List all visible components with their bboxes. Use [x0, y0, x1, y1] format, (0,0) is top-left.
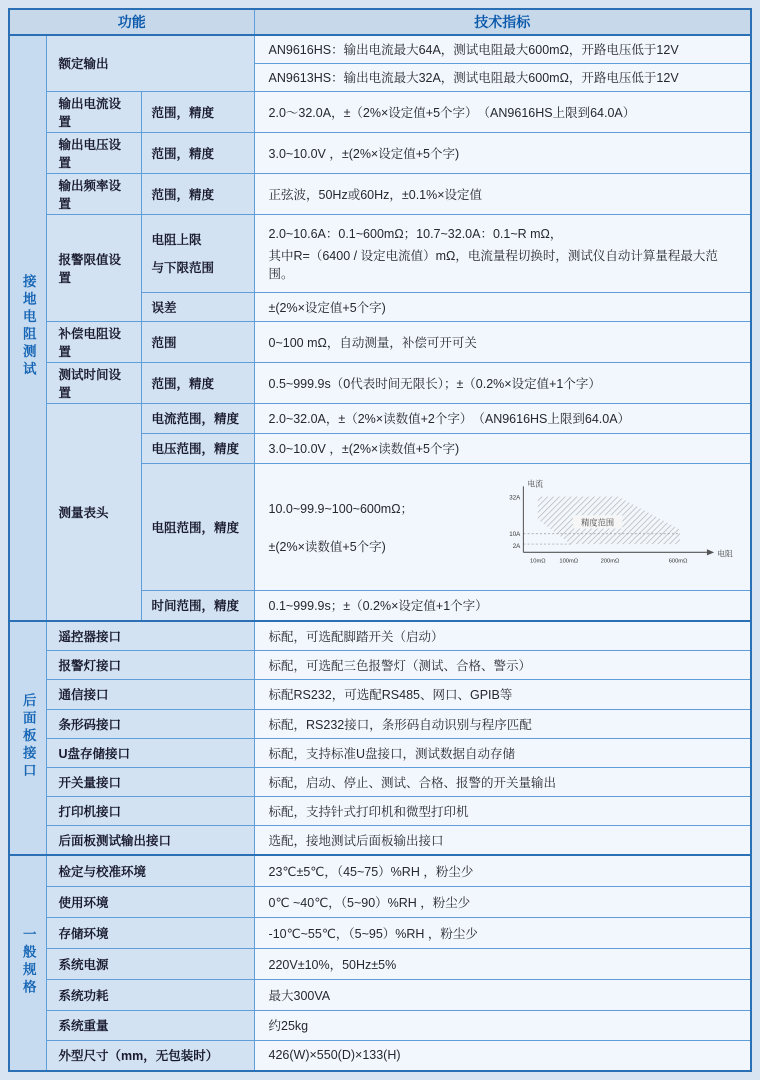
spec-system-power: 220V±10%，50Hz±5% [254, 948, 751, 979]
row-sublabel: 范围 [141, 321, 254, 362]
row-label-storage-env: 存储环境 [46, 917, 254, 948]
table-row [9, 979, 751, 1010]
row-sublabel-meter-time: 时间范围，精度 [141, 590, 254, 621]
spec-table [8, 8, 752, 1072]
table-row [9, 214, 751, 292]
spec-dimensions: 426(W)×550(D)×133(H) [254, 1040, 751, 1071]
table-row [9, 321, 751, 362]
header-row [9, 9, 751, 35]
row-sublabel: 范围，精度 [141, 132, 254, 173]
table-row [9, 709, 751, 738]
row-sublabel: 范围，精度 [141, 91, 254, 132]
y-axis-label: 电流 [527, 478, 543, 488]
row-sublabel: 范围，精度 [141, 173, 254, 214]
row-label-comp-set: 补偿电阻设置 [46, 321, 141, 362]
row-label-current-set: 输出电流设置 [46, 91, 141, 132]
spec-rear-test-output: 选配，接地测试后面板输出接口 [254, 825, 751, 855]
x-axis-label: 电阻 [717, 548, 733, 558]
row-label-alarm-light: 报警灯接口 [46, 650, 254, 679]
row-label-voltage-set: 输出电压设置 [46, 132, 141, 173]
row-label-comm: 通信接口 [46, 679, 254, 709]
table-row [9, 738, 751, 767]
row-label-freq-set: 输出频率设置 [46, 173, 141, 214]
region-label: 精度范围 [581, 518, 615, 527]
row-sublabel-meter-current: 电流范围，精度 [141, 403, 254, 433]
table-row [9, 650, 751, 679]
spec-voltage-set: 3.0~10.0V ，±(2%×设定值+5个字) [254, 132, 751, 173]
y-tick-32a: 32A [509, 494, 521, 502]
table-row [9, 917, 751, 948]
y-tick-2a: 2A [512, 542, 521, 550]
row-sublabel-alarm-error: 误差 [141, 292, 254, 321]
alarm-sub-line2: 与下限范围 [151, 260, 215, 275]
accuracy-range-chart [486, 476, 734, 578]
x-axis-arrow-icon [707, 549, 714, 555]
table-row [9, 825, 751, 855]
spec-rated-an9616: AN9616HS：输出电流最大64A，测试电阻最大600mΩ，开路电压低于12V [254, 35, 751, 63]
section-rear-panel [9, 621, 751, 855]
spec-storage-env: -10℃~55℃，（5~95）%RH ，粉尘少 [254, 917, 751, 948]
spec-power-consumption: 最大300VA [254, 979, 751, 1010]
spec-meter-current: 2.0~32.0A，±（2%×读数值+2个字） （AN9616HS上限到64.0A） [254, 403, 751, 433]
spec-operating-env: 0℃ ~40℃，（5~90）%RH ，粉尘少 [254, 886, 751, 917]
row-label-system-power: 系统电源 [46, 948, 254, 979]
row-label-remote: 遥控器接口 [46, 621, 254, 650]
row-sublabel-alarm-range [141, 214, 254, 292]
spec-barcode: 标配，RS232接口，条形码自动识别与程序匹配 [254, 709, 751, 738]
row-sublabel-meter-resistance: 电阻范围，精度 [141, 463, 254, 590]
spec-meter-time: 0.1~999.9s；±（0.2%×设定值+1个字） [254, 590, 751, 621]
section-general-spec [9, 855, 751, 1071]
row-label-rated-output: 额定输出 [46, 35, 254, 91]
row-label-rear-test-output: 后面板测试输出接口 [46, 825, 254, 855]
table-row [9, 621, 751, 650]
spec-remote: 标配，可选配脚踏开关（启动） [254, 621, 751, 650]
row-sublabel: 范围，精度 [141, 362, 254, 403]
x-tick-100mohm: 100mΩ [559, 558, 579, 565]
row-sublabel-meter-voltage: 电压范围，精度 [141, 433, 254, 463]
spec-usb: 标配，支持标准U盘接口，测试数据自动存储 [254, 738, 751, 767]
section-title-ground: 接地电阻测试 [9, 35, 46, 621]
accuracy-range-chart-svg [486, 476, 734, 575]
table-row [9, 132, 751, 173]
row-label-operating-env: 使用环境 [46, 886, 254, 917]
spec-alarm-error: ±(2%×设定值+5个字) [254, 292, 751, 321]
spec-meter-resistance [254, 463, 751, 590]
row-label-meter: 测量表头 [46, 403, 141, 621]
spec-meter-voltage: 3.0~10.0V ，±(2%×读数值+5个字) [254, 433, 751, 463]
spec-switch-io: 标配，启动、停止、测试、合格、报警的开关量输出 [254, 767, 751, 796]
spec-comm: 标配RS232，可选配RS485、网口、GPIB等 [254, 679, 751, 709]
row-label-time-set: 测试时间设置 [46, 362, 141, 403]
row-label-power-consumption: 系统功耗 [46, 979, 254, 1010]
spec-comp-set: 0~100 mΩ，自动测量，补偿可开可关 [254, 321, 751, 362]
header-spec: 技术指标 [254, 9, 751, 35]
table-row [9, 948, 751, 979]
table-row [9, 886, 751, 917]
spec-printer: 标配，支持针式打印机和微型打印机 [254, 796, 751, 825]
table-row [9, 767, 751, 796]
section-ground-resistance-test [9, 35, 751, 621]
row-label-printer: 打印机接口 [46, 796, 254, 825]
x-tick-600mohm: 600mΩ [668, 558, 688, 565]
row-label-calibration-env: 检定与校准环境 [46, 855, 254, 886]
table-row [9, 35, 751, 63]
header-function: 功能 [9, 9, 254, 35]
section-title-rear-panel: 后面板接口 [9, 621, 46, 855]
table-row [9, 679, 751, 709]
row-label-alarm-set: 报警限值设置 [46, 214, 141, 321]
spec-freq-set: 正弦波，50Hz或60Hz，±0.1%×设定值 [254, 173, 751, 214]
row-label-usb: U盘存储接口 [46, 738, 254, 767]
alarm-spec-line2: 其中R=（6400 / 设定电流值）mΩ，电流量程切换时，测试仪自动计算量程最大范围。 [268, 248, 718, 281]
y-tick-10a: 10A [509, 530, 521, 538]
x-tick-200mohm: 200mΩ [600, 558, 620, 565]
resistance-spec-line1: 10.0~99.9~100~600mΩ； [268, 501, 414, 516]
table-row [9, 91, 751, 132]
spec-calibration-env: 23℃±5℃，（45~75）%RH ，粉尘少 [254, 855, 751, 886]
row-label-weight: 系统重量 [46, 1010, 254, 1040]
row-label-switch-io: 开关量接口 [46, 767, 254, 796]
table-row [9, 796, 751, 825]
resistance-spec-line2: ±(2%×读数值+5个字) [268, 539, 386, 554]
alarm-spec-line1: 2.0~10.6A：0.1~600mΩ；10.7~32.0A：0.1~R mΩ， [268, 227, 563, 242]
spec-alarm-range [254, 214, 751, 292]
row-label-barcode: 条形码接口 [46, 709, 254, 738]
table-row [9, 362, 751, 403]
section-title-general: 一般规格 [9, 855, 46, 1071]
spec-weight: 约25kg [254, 1010, 751, 1040]
table-row [9, 173, 751, 214]
row-label-dimensions: 外型尺寸（mm，无包装时） [46, 1040, 254, 1071]
alarm-sub-line1: 电阻上限 [151, 233, 202, 248]
table-row [9, 855, 751, 886]
spec-current-set: 2.0～32.0A，±（2%×设定值+5个字） （AN9616HS上限到64.0A） [254, 91, 751, 132]
spec-rated-an9613: AN9613HS：输出电流最大32A，测试电阻最大600mΩ，开路电压低于12V [254, 63, 751, 91]
x-tick-10mohm: 10mΩ [530, 558, 546, 565]
spec-time-set: 0.5~999.9s（0代表时间无限长）；±（0.2%×设定值+1个字） [254, 362, 751, 403]
table-row [9, 1040, 751, 1071]
spec-alarm-light: 标配，可选配三色报警灯（测试、合格、警示） [254, 650, 751, 679]
table-row [9, 403, 751, 433]
